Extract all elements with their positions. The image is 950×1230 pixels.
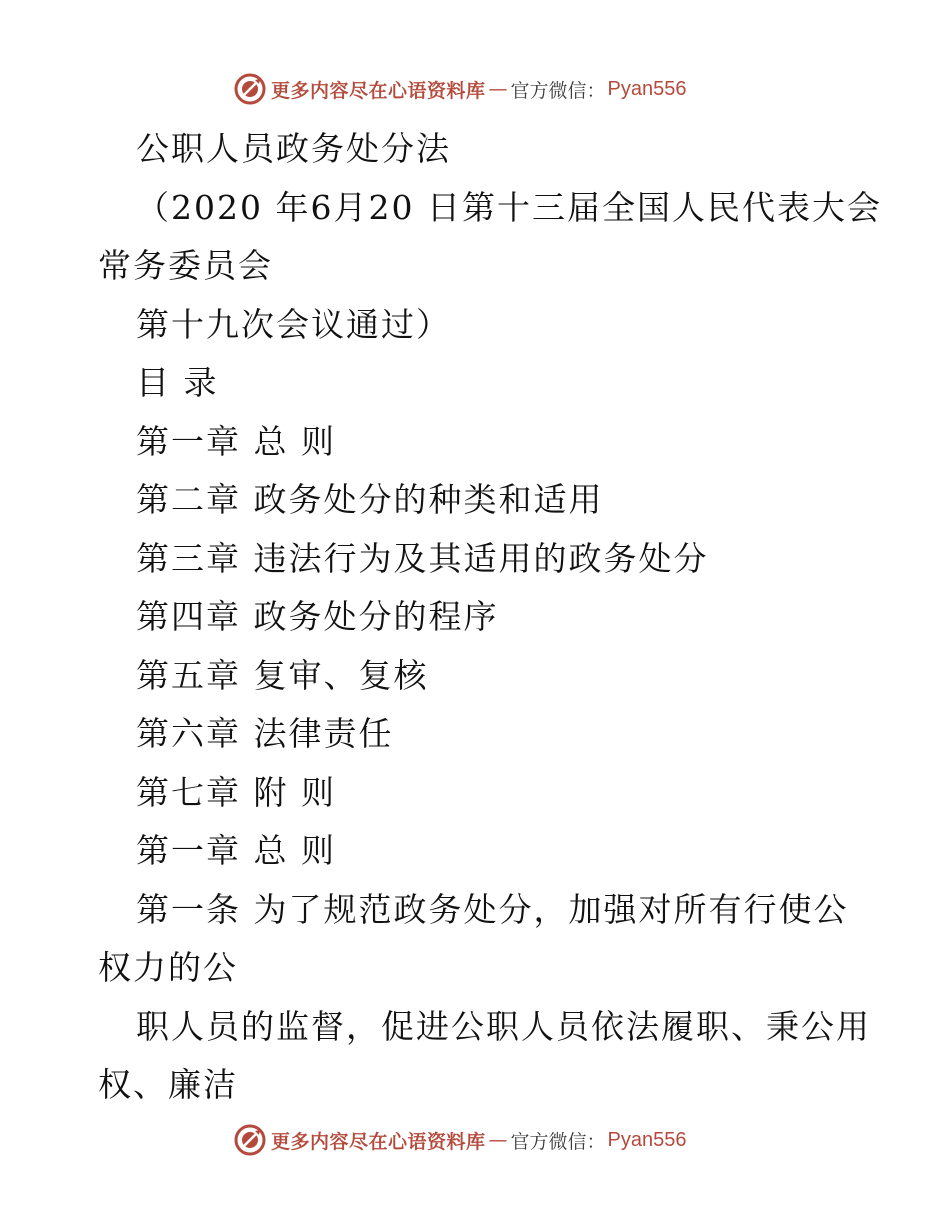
- seal-logo-icon: [233, 72, 267, 106]
- document-line: 第一章 总 则: [136, 831, 336, 870]
- document-line: 第二章 政务处分的种类和适用: [136, 480, 604, 519]
- watermark-wechat-label: 官方微信：: [510, 1130, 606, 1153]
- watermark-wechat-label: 官方微信：: [510, 79, 606, 102]
- document-line: （2020 年6月20 日第十三届全国人民代表大会: [136, 187, 882, 227]
- watermark-wechat-id: Pyan556: [607, 1128, 687, 1151]
- seal-logo-icon: [233, 1123, 267, 1157]
- document-line: 第七章 附 则: [136, 772, 336, 812]
- watermark-brand: 更多内容尽在心语资料库: [271, 79, 486, 102]
- watermark-dash: —: [488, 78, 508, 100]
- document-line: 公职人员政务处分法: [136, 129, 451, 168]
- document-line: 权力的公: [98, 948, 238, 987]
- document-line: 第十九次会议通过）: [136, 304, 451, 344]
- document-line: 第一章 总 则: [136, 421, 336, 461]
- header-watermark: [233, 72, 687, 106]
- document-line: 职人员的监督，促进公职人员依法履职、秉公用: [136, 1006, 871, 1046]
- document-line: 第六章 法律责任: [136, 714, 394, 753]
- watermark-brand: 更多内容尽在心语资料库: [271, 1130, 486, 1153]
- document-line: 目 录: [136, 363, 219, 402]
- document-line: 第五章 复审、复核: [136, 655, 429, 695]
- document-body: [98, 120, 882, 1115]
- document-line: 权、廉洁: [98, 1065, 238, 1104]
- document-line: 第四章 政务处分的程序: [136, 597, 499, 636]
- watermark-wechat-id: Pyan556: [607, 77, 687, 100]
- watermark-dash: —: [488, 1129, 508, 1151]
- document-line: 第三章 违法行为及其适用的政务处分: [136, 538, 709, 578]
- footer-watermark: [233, 1123, 687, 1157]
- document-line: 常务委员会: [98, 246, 273, 285]
- document-line: 第一条 为了规范政务处分，加强对所有行使公: [136, 889, 849, 929]
